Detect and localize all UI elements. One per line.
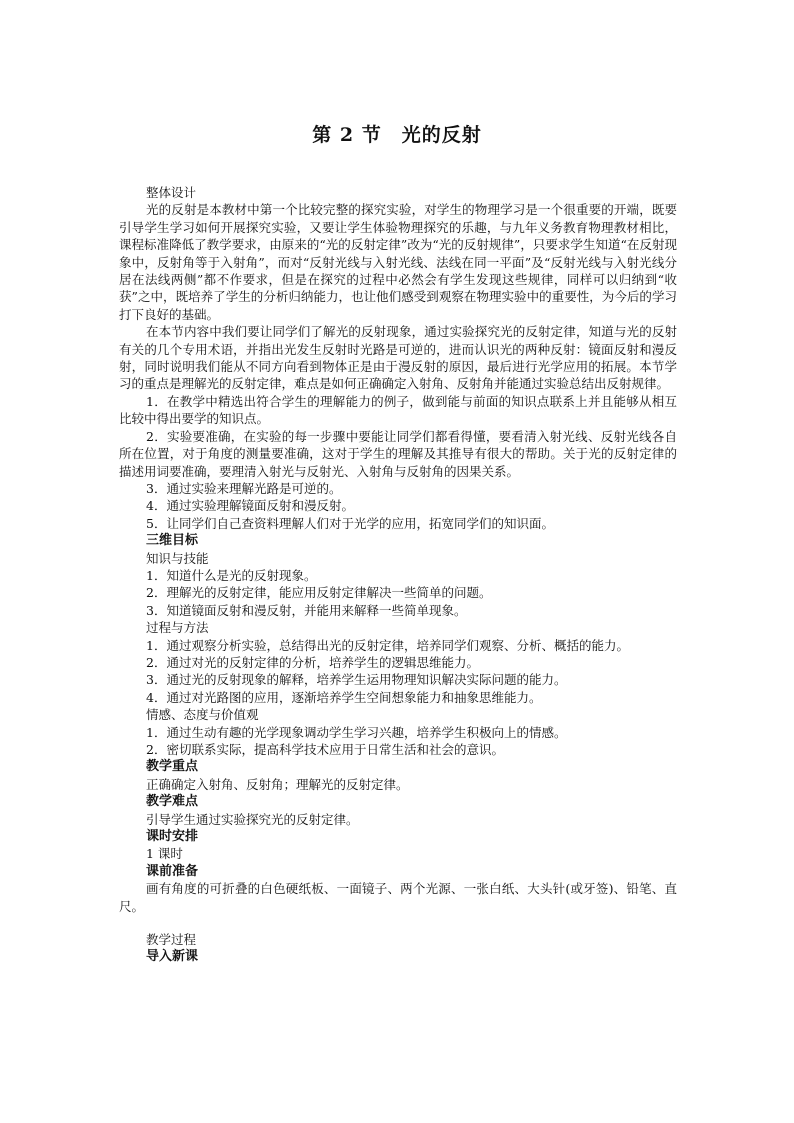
process-item: 4．通过对光路图的应用，逐渐培养学生空间想象能力和抽象思维能力。 [146, 689, 542, 705]
design-point: 4．通过实验理解镜面反射和漫反射。 [146, 498, 354, 514]
overall-design-paragraph-2: 在本节内容中我们要让同学们了解光的反射现象，通过实验探究光的反射定律，知道与光的反射有关的几个专用术语，并指出光发生反射时光路是可逆的，进而认识光的两种反射：镜面反射和漫反射，同时说明我们能从不同方向看到物体正是由于漫反射的原因，最后进行光学应用的拓展。本节学习的重点是理解光的反射定律，难点是如何正确确定入射角、反射角并能通过实验总结出反射规律。 [119, 324, 677, 392]
design-point: 3．通过实验来理解光路是可逆的。 [146, 480, 342, 496]
overall-design-heading: 整体设计 [146, 185, 197, 200]
preparation-heading: 课前准备 [146, 863, 199, 879]
difficulties-text: 引导学生通过实验探究光的反射定律。 [146, 811, 359, 827]
process-section-heading: 教学过程 [146, 932, 197, 948]
overall-design-paragraph-1: 光的反射是本教材中第一个比较完整的探究实验，对学生的物理学习是一个很重要的开端，既要引导学生学习如何开展探究实验，又要让学生体验物理探究的乐趣，与九年义务教育物理教材相比，课程标准降低了教学要求，由原来的“光的反射定律”改为“光的反射规律”，只要求学生知道“在反射现象中，反射角等于入射角”，而对“反射光线与入射光线、法线在同一平面”及“反射光线与入射光线分居在法线两侧”都不作要求，但是在探究的过程中必然会有学生发现这些规律，同样可以归纳到“收获”之中，既培养了学生的分析归纳能力，也让他们感受到观察在物理实验中的重要性，为今后的学习打下良好的基础。 [119, 202, 677, 322]
knowledge-heading: 知识与技能 [146, 550, 209, 566]
design-point: 2．实验要准确，在实验的每一步骤中要能让同学们都看得懂，要看清入射光线、反射光线各自所在位置，对于角度的测量要准确，这对于学生的理解及其推导有很大的帮助。关于光的反射定律的描述用词要准确，要理清入射光与反射光、入射角与反射角的因果关系。 [119, 428, 677, 479]
goals-heading: 三维目标 [146, 533, 199, 549]
process-item: 2．通过对光的反射定律的分析，培养学生的逻辑思维能力。 [146, 654, 479, 670]
design-point: 5．让同学们自己查资料理解人们对于光学的应用，拓宽同学们的知识面。 [146, 515, 554, 531]
emotion-item: 2．密切联系实际，提高科学技术应用于日常生活和社会的意识。 [146, 742, 504, 757]
spacer [119, 915, 677, 931]
knowledge-item: 1．知道什么是光的反射现象。 [146, 567, 317, 583]
design-point: 1．在教学中精选出符合学生的理解能力的例子，做到能与前面的知识点联系上并且能够从相互比较中得出要学的知识点。 [119, 393, 677, 427]
key-points-text: 正确确定入射角、反射角；理解光的反射定律。 [146, 776, 409, 792]
difficulties-heading: 教学难点 [146, 794, 199, 810]
emotion-heading: 情感、态度与价值观 [146, 707, 259, 723]
schedule-heading: 课时安排 [146, 829, 199, 845]
emotion-item: 1．通过生动有趣的光学现象调动学生学习兴趣，培养学生积极向上的情感。 [146, 724, 567, 740]
intro-heading: 导入新课 [146, 949, 199, 965]
process-item: 1．通过观察分析实验，总结得出光的反射定律，培养同学们观察、分析、概括的能力。 [146, 637, 629, 653]
knowledge-item: 2．理解光的反射定律，能应用反射定律解决一些简单的问题。 [146, 585, 492, 601]
process-item: 3．通过光的反射现象的解释，培养学生运用物理知识解决实际问题的能力。 [146, 672, 567, 688]
key-points-heading: 教学重点 [146, 759, 199, 775]
process-heading: 过程与方法 [146, 620, 209, 636]
preparation-text: 画有角度的可折叠的白色硬纸板、一面镜子、两个光源、一张白纸、大头针(或牙签)、铅笔、直尺。 [119, 881, 677, 914]
knowledge-item: 3．知道镜面反射和漫反射，并能用来解释一些简单现象。 [146, 602, 467, 618]
page-title: 第 2 节 光的反射 [312, 124, 482, 146]
document-body [119, 184, 677, 966]
schedule-text: 1 课时 [146, 846, 183, 862]
